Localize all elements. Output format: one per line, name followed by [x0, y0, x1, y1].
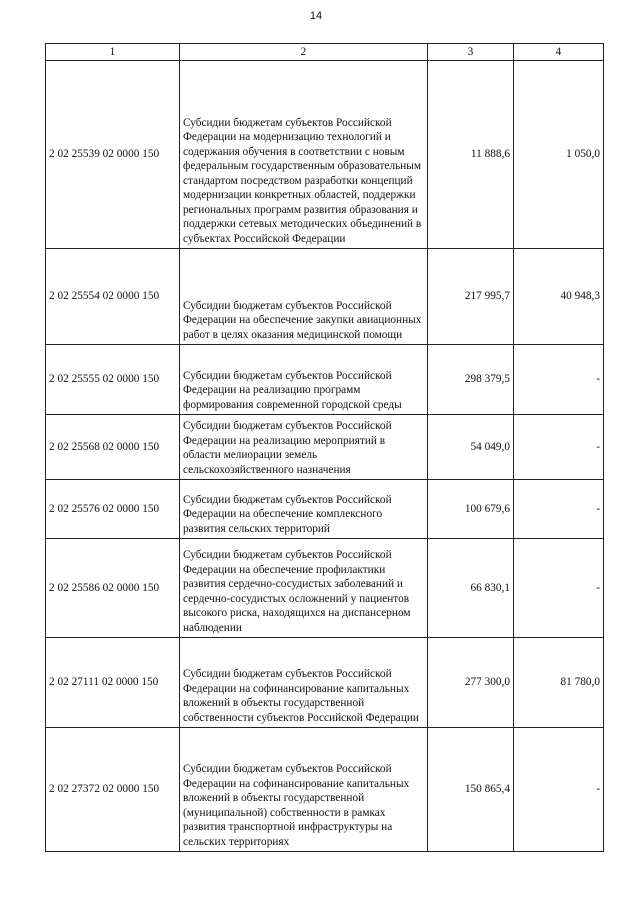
- table-row: [46, 638, 604, 728]
- budget-code: 2 02 25576 02 0000 150: [46, 480, 180, 539]
- amount-column-3: 54 049,0: [428, 415, 514, 480]
- column-header-2: 2: [180, 44, 428, 61]
- column-header-4: 4: [514, 44, 604, 61]
- budget-code: 2 02 25554 02 0000 150: [46, 249, 180, 345]
- amount-column-4: -: [514, 415, 604, 480]
- subsidy-description: Субсидии бюджетам субъектов Российской Федерации на софинансирование капитальных вложений в объекты государственной (муниципальной) собственности в рамках развития транспортной инфраструктуры на сельских территориях: [180, 728, 428, 852]
- amount-column-4: 81 780,0: [514, 638, 604, 728]
- amount-column-3: 11 888,6: [428, 61, 514, 249]
- amount-column-4: -: [514, 728, 604, 852]
- amount-column-3: 217 995,7: [428, 249, 514, 345]
- budget-code: 2 02 27111 02 0000 150: [46, 638, 180, 728]
- amount-column-4: -: [514, 345, 604, 415]
- subsidy-description: Субсидии бюджетам субъектов Российской Федерации на реализацию мероприятий в области мелиорации земель сельскохозяйственного назначения: [180, 415, 428, 480]
- header-row: [46, 44, 604, 61]
- table-row: [46, 345, 604, 415]
- table-row: [46, 415, 604, 480]
- subsidy-description: Субсидии бюджетам субъектов Российской Федерации на обеспечение профилактики развития сердечно-сосудистых заболеваний и сердечно-сосудистых осложнений у пациентов высокого риска, находящихся на диспансерном наблюдении: [180, 539, 428, 638]
- subsidy-description: Субсидии бюджетам субъектов Российской Федерации на модернизацию технологий и содержания обучения в соответствии с новым федеральным государственным образовательным стандартом посредством разработки концепций модернизации конкретных областей, поддержки региональных программ развития образования и поддержки сетевых методических объединений в субъектах Российской Федерации: [180, 61, 428, 249]
- amount-column-4: 1 050,0: [514, 61, 604, 249]
- budget-table: [45, 43, 604, 852]
- subsidy-description: Субсидии бюджетам субъектов Российской Федерации на обеспечение комплексного развития сельских территорий: [180, 480, 428, 539]
- table-row: [46, 480, 604, 539]
- amount-column-3: 298 379,5: [428, 345, 514, 415]
- column-header-1: 1: [46, 44, 180, 61]
- amount-column-4: 40 948,3: [514, 249, 604, 345]
- budget-code: 2 02 25568 02 0000 150: [46, 415, 180, 480]
- amount-column-3: 150 865,4: [428, 728, 514, 852]
- subsidy-description: Субсидии бюджетам субъектов Российской Федерации на реализацию программ формирования современной городской среды: [180, 345, 428, 415]
- amount-column-4: -: [514, 480, 604, 539]
- column-header-3: 3: [428, 44, 514, 61]
- table-row: [46, 61, 604, 249]
- budget-code: 2 02 27372 02 0000 150: [46, 728, 180, 852]
- subsidy-description: Субсидии бюджетам субъектов Российской Федерации на софинансирование капитальных вложений в объекты государственной собственности субъектов Российской Федерации: [180, 638, 428, 728]
- amount-column-3: 66 830,1: [428, 539, 514, 638]
- amount-column-3: 277 300,0: [428, 638, 514, 728]
- amount-column-3: 100 679,6: [428, 480, 514, 539]
- table-row: [46, 728, 604, 852]
- budget-code: 2 02 25586 02 0000 150: [46, 539, 180, 638]
- amount-column-4: -: [514, 539, 604, 638]
- page-number: 14: [309, 10, 323, 22]
- budget-code: 2 02 25539 02 0000 150: [46, 61, 180, 249]
- table-row: [46, 539, 604, 638]
- budget-code: 2 02 25555 02 0000 150: [46, 345, 180, 415]
- table-row: [46, 249, 604, 345]
- subsidy-description: Субсидии бюджетам субъектов Российской Федерации на обеспечение закупки авиационных работ в целях оказания медицинской помощи: [180, 249, 428, 345]
